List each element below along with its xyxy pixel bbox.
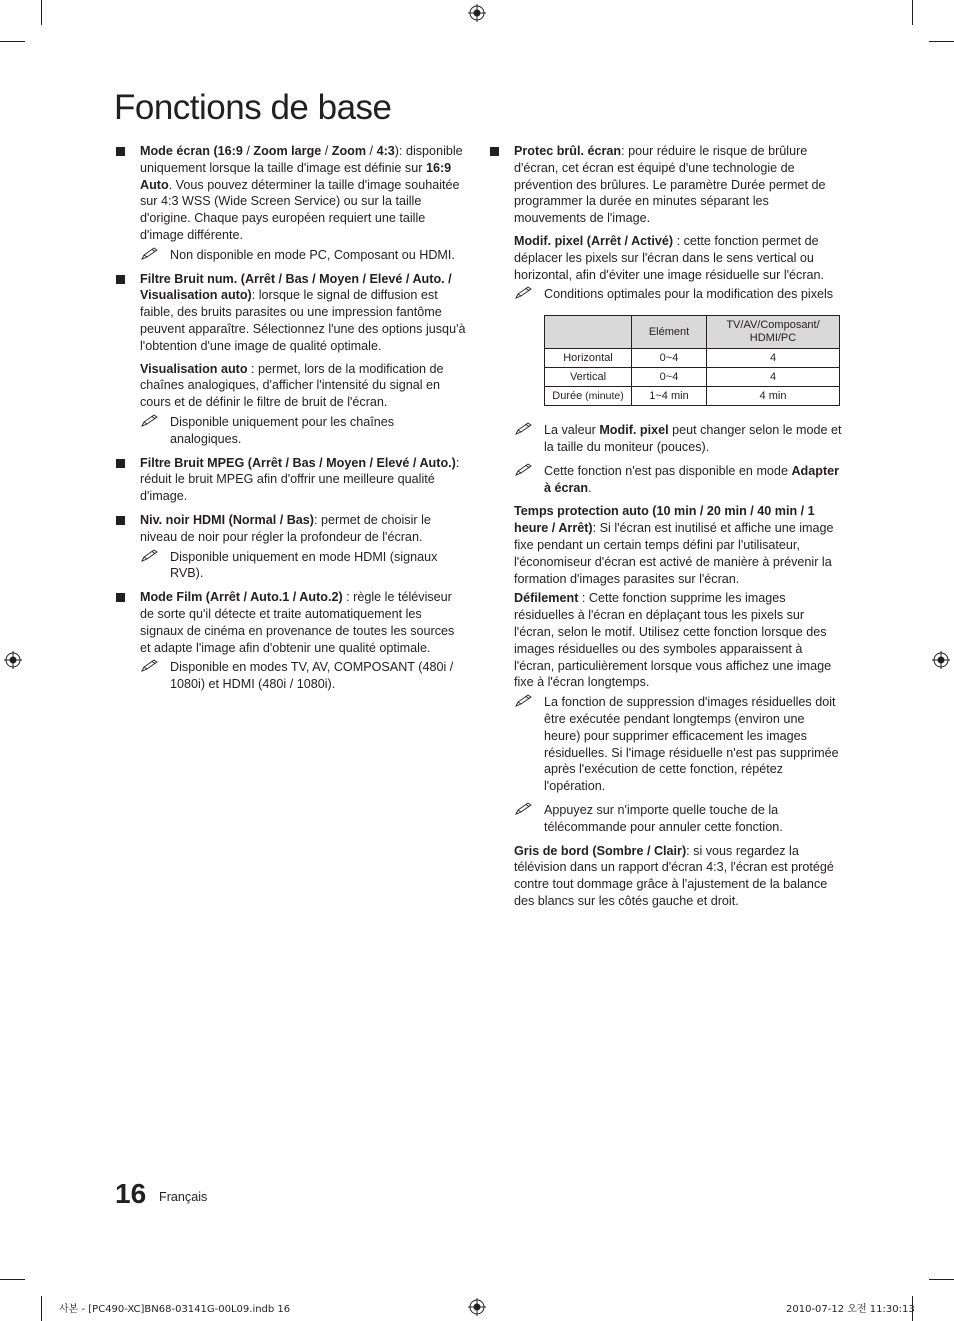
paragraph (140, 271, 466, 355)
term: 16:9 Auto (140, 160, 452, 192)
registration-mark-icon (4, 651, 22, 669)
note (140, 659, 466, 693)
table-cell (545, 349, 632, 368)
term: Protec brûl. écran (514, 144, 622, 158)
term: Modif. pixel (Arrêt / Activé) (514, 233, 674, 248)
right-column (488, 143, 842, 917)
bullet-square-icon (116, 593, 125, 602)
paragraph (514, 503, 842, 587)
note-pencil-icon (514, 463, 534, 477)
list-item-filtre-bruit (114, 271, 466, 448)
note-pencil-icon (140, 247, 160, 261)
table-header: Elément (632, 316, 707, 349)
text: . Vous pouvez déterminer la taille d'image souhaitée sur 4:3 WSS (Wide Screen Service) ou sur la taille d'origine. Chaque pays européen requiert une taille d'image différente. (140, 177, 460, 242)
note-pencil-icon (514, 286, 534, 300)
note-pencil-icon (514, 422, 534, 436)
paragraph (514, 143, 842, 227)
note-text: Cette fonction n'est pas disponible en mode (544, 463, 792, 478)
text: : Cette fonction supprime les images résiduelles à l'écran en déplaçant tous les pixels sur l'écran, selon le motif. Utilisez cette fonction lorsque des images résiduelles ou des symboles apparaissent à l'écran, particulièrement lorsque vous affichez une image fixe à l'écran longtemps. (514, 591, 832, 690)
text: : cette fonction permet de déplacer les pixels sur l'écran dans le sens vertical ou horizontal, afin d'éviter une image résiduelle sur l'écran. (514, 233, 825, 282)
paragraph (140, 455, 466, 505)
row-label: Horizontal (563, 351, 613, 364)
term: Filtre Bruit num. (Arrêt / Bas / Moyen / Elevé / Auto. / Visualisation auto) (140, 271, 452, 303)
crop-mark (929, 1279, 954, 1280)
list-item-protec (488, 143, 842, 910)
term: Mode Film (Arrêt / Auto.1 / Auto.2) (140, 590, 343, 605)
text: : Si l'écran est inutilisé et affiche une image fixe pendant un certain temps défini par l'utilisateur, l'économiseur d'écran est activé de manière à prévenir la formation d'images parasites sur l'écran. (514, 521, 834, 586)
note (140, 549, 466, 583)
note (140, 414, 466, 448)
left-column (114, 143, 466, 700)
table-row (545, 349, 840, 368)
table-cell (545, 387, 632, 406)
registration-mark-icon (468, 1298, 486, 1316)
row-label: Vertical (569, 370, 607, 383)
text: ): disponible uniquement lorsque la taille d'image est définie sur (140, 144, 463, 175)
bullet-square-icon (116, 147, 125, 156)
footer-timestamp: 2010-07-12 오전 11:30:13 (786, 1304, 915, 1315)
paragraph (140, 589, 466, 656)
note (514, 286, 842, 303)
crop-mark (0, 1279, 25, 1280)
text: / (366, 144, 377, 158)
note-pencil-icon (514, 802, 534, 816)
note-pencil-icon (140, 549, 160, 563)
term: Défilement (514, 591, 579, 606)
note-text: Disponible uniquement en mode HDMI (signaux RVB). (170, 549, 438, 581)
table-header: TV/AV/Composant/ HDMI/PC (707, 316, 840, 349)
crop-mark (929, 41, 954, 42)
term: Visualisation auto (140, 361, 248, 376)
term: Zoom large (253, 144, 322, 158)
term: 4:3 (376, 144, 395, 158)
table-row (545, 368, 840, 387)
note-text: . (588, 480, 592, 495)
note-text: Non disponible en mode PC, Composant ou HDMI. (170, 247, 455, 262)
pixel-shift-table (544, 315, 840, 406)
text: : pour réduire le risque de brûlure d'écran, cet écran est équipé d'une technologie de prévention des brûlures. Le paramètre Durée permet de programmer la durée en minutes séparant les mouvements de l'image. (514, 144, 826, 226)
table-cell: 0~4 (632, 368, 707, 387)
note-pencil-icon (140, 414, 160, 428)
table-row (545, 387, 840, 406)
table-cell: 4 (707, 349, 840, 368)
list-item-niv-noir (114, 512, 466, 582)
footer-file-info: 사본 - [PC490-XC]BN68-03141G-00L09.indb 16 (59, 1304, 291, 1315)
text: : lorsque le signal de diffusion est faible, des bruits parasites ou une impression fantôme peuvent apparaître. Sélectionnez l'une des options jusqu'à l'obtention d'une image de qualité optimale. (140, 288, 466, 353)
table-cell: 4 min (707, 387, 840, 406)
term: Mode écran (16:9 (140, 144, 243, 158)
note-pencil-icon (514, 694, 534, 708)
note-text: peut changer selon le mode et la taille du moniteur (pouces). (544, 423, 842, 454)
note (514, 802, 842, 836)
table-header (545, 316, 632, 349)
table-cell: 4 (707, 368, 840, 387)
row-label-unit: (minute) (582, 389, 624, 402)
text: : réduit le bruit MPEG afin d'offrir une meilleure qualité d'image. (140, 455, 460, 504)
paragraph (140, 143, 466, 244)
table-cell: 0~4 (632, 349, 707, 368)
list-item-mode-ecran (114, 143, 466, 264)
row-label: Durée (552, 389, 583, 402)
note-text: La fonction de suppression d'images résiduelles doit être exécutée pendant longtemps (environ une heure) pour supprimer efficacement les images résiduelles. Si l'image résiduelle n'est pas supprimée après l'exécution de cette fonction, répétez l'opération. (544, 695, 839, 794)
table-header-row (545, 316, 840, 349)
text: / (321, 144, 332, 158)
table-cell (545, 368, 632, 387)
term: Modif. pixel (599, 423, 669, 438)
page-language: Français (159, 1190, 208, 1204)
paragraph (514, 843, 842, 910)
term: Niv. noir HDMI (Normal / Bas) (140, 512, 314, 527)
text: : règle le téléviseur de sorte qu'il détecte et traite automatiquement les signaux de cinéma en provenance de toutes les sources et adapte l'image afin d'obtenir une qualité optimale. (140, 590, 455, 655)
term: Gris de bord (Sombre / Clair) (514, 843, 687, 858)
text: : permet de choisir le niveau de noir pour régler la profondeur de l'écran. (140, 512, 431, 544)
term: Adapter à écran (544, 463, 840, 495)
crop-mark (0, 41, 25, 42)
paragraph (514, 590, 842, 691)
term: Temps protection auto (10 min / 20 min / 40 min / 1 heure / Arrêt) (514, 504, 815, 536)
note (140, 247, 466, 264)
paragraph (140, 361, 466, 411)
bullet-square-icon (116, 459, 125, 468)
list-item-mode-film (114, 589, 466, 693)
text: / (242, 144, 254, 158)
note-text: La valeur (544, 423, 600, 438)
registration-mark-icon (468, 4, 486, 22)
note-text: Conditions optimales pour la modification des pixels (544, 287, 834, 302)
note-text: Disponible en modes TV, AV, COMPOSANT (480i / 1080i) et HDMI (480i / 1080i). (170, 660, 454, 692)
bullet-square-icon (116, 516, 125, 525)
note (514, 463, 842, 497)
text: : si vous regardez la télévision dans un rapport d'écran 4:3, l'écran est protégé contre tout dommage grâce à l'ajustement de la balance des blancs sur les côtés gauche et droit. (514, 843, 834, 908)
table-cell: 1~4 min (632, 387, 707, 406)
term: Filtre Bruit MPEG (Arrêt / Bas / Moyen / Elevé / Auto.) (140, 455, 456, 470)
note-text: Appuyez sur n'importe quelle touche de la télécommande pour annuler cette fonction. (544, 802, 783, 834)
term: Zoom (331, 144, 367, 158)
crop-mark (41, 1296, 42, 1321)
text: : permet, lors de la modification de chaînes analogiques, d'afficher l'intensité du signal en cours et de définir le filtre de bruit de l'écran. (140, 361, 444, 410)
bullet-square-icon (116, 275, 125, 284)
bullet-square-icon (490, 147, 499, 156)
crop-mark (41, 0, 42, 25)
note (514, 694, 842, 795)
crop-mark (912, 0, 913, 25)
note (514, 422, 842, 456)
note-text: Disponible uniquement pour les chaînes analogiques. (170, 414, 395, 446)
page-number: 16 (115, 1178, 147, 1209)
list-item-filtre-mpeg (114, 455, 466, 505)
note-pencil-icon (140, 659, 160, 673)
registration-mark-icon (932, 651, 950, 669)
paragraph (514, 233, 842, 283)
paragraph (140, 512, 466, 546)
page-title: Fonctions de base (114, 88, 392, 127)
